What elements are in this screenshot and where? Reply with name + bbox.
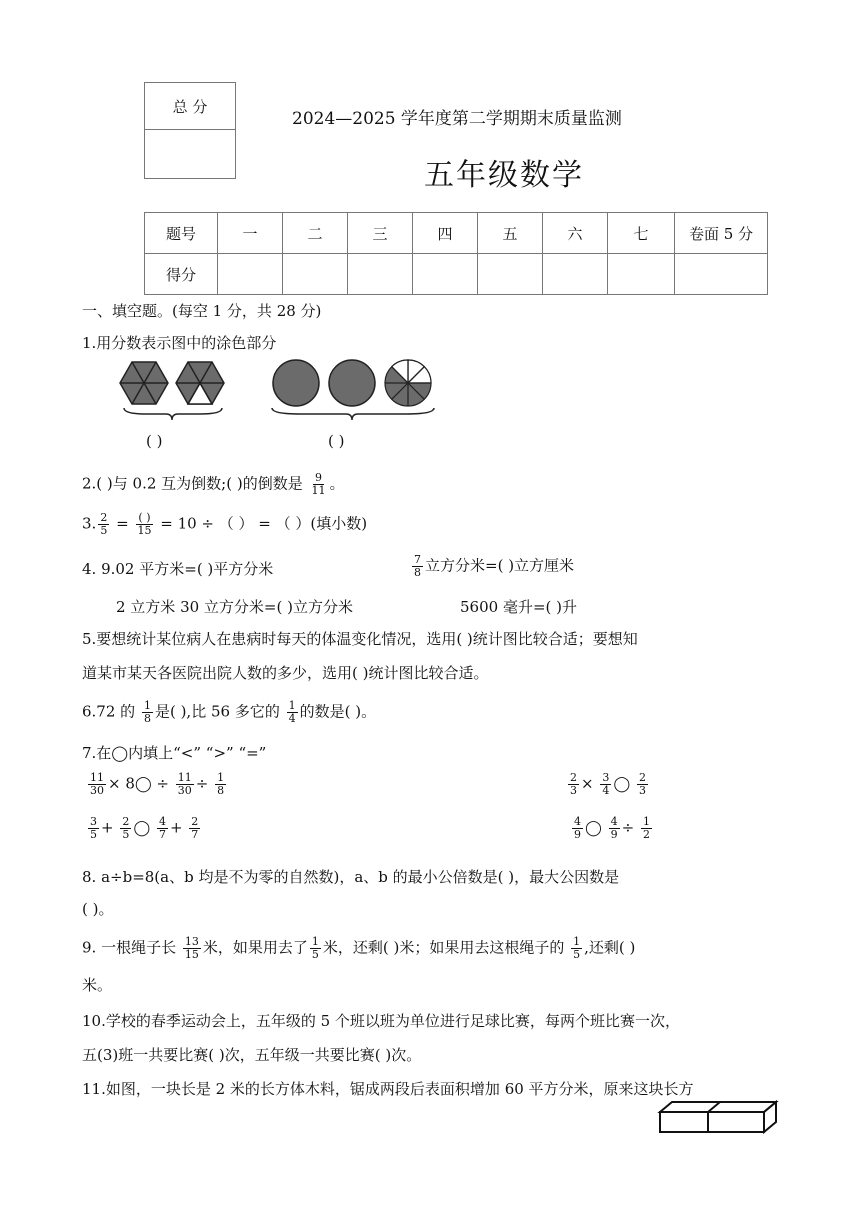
question-10-line2: 五(3)班一共要比赛( )次，五年级一共要比赛( )次。 [82,1046,422,1064]
q2-fraction: $\frac{9}{11}$ [311,471,326,497]
score-cell [675,254,768,295]
score-table-header: 四 [413,213,478,254]
question-9-line2: 米。 [82,976,113,994]
score-cell [283,254,348,295]
exam-title: 五年级数学 [424,158,584,193]
score-cell [348,254,413,295]
question-3: 3. $\frac{2}{5}$ = $\frac{( )}{15}$ = 10 ÷ （ ） = （ ）(填小数) [82,511,368,537]
q7-expression-3: $\frac{3}{5}$ + $\frac{2}{5}$ ◯ $\frac{4}{7}$ + $\frac{2}{7}$ [90,815,199,841]
question-4d: 5600 毫升=( )升 [460,598,577,616]
question-11-line1: 11.如图，一块长是 2 米的长方体木料，锯成两段后表面积增加 60 平方分米，原来这块长方 [82,1080,694,1098]
score-table [144,212,768,295]
question-6: 6.72 的 $\frac{1}{8}$ 是( ),比 56 多它的 $\frac{1}{4}$ 的数是( )。 [82,699,377,725]
score-table-header: 卷面 5 分 [675,213,768,254]
question-4b: $\frac{7}{8}$ 立方分米=( )立方厘米 [414,553,575,579]
hexagon-figure-2 [176,362,224,404]
q7-expression-4: $\frac{4}{9}$ ◯ $\frac{4}{9}$ ÷ $\frac{1}{2}$ [574,815,650,841]
q3-fraction-1: $\frac{2}{5}$ [100,511,108,537]
question-8-line1: 8. a÷b=8(a、b 均是不为零的自然数)，a、b 的最小公倍数是( )，最大公因数是 [82,868,620,886]
brace-2 [272,408,434,420]
q7-expression-1: $\frac{11}{30}$ × 8◯ ÷ $\frac{11}{30}$ ÷ $\frac{1}{8}$ [90,771,225,797]
circle-full-1 [273,360,319,406]
question-7: 7.在◯内填上“<” “>” “=” [82,744,267,762]
question-1: 1.用分数表示图中的涂色部分 [82,334,277,352]
question-9: 9. 一根绳子长 $\frac{13}{15}$ 米，如果用去了 $\frac{1}{5}$ 米，还剩( )米；如果用去这根绳子的 $\frac{1}{5}$ ,还剩( ) [82,935,636,961]
question-10-line1: 10.学校的春季运动会上，五年级的 5 个班以班为单位进行足球比赛，每两个班比赛一次， [82,1012,680,1030]
score-table-header: 五 [478,213,543,254]
q1-figure [110,358,450,420]
question-2: 2.( )与 0.2 互为倒数;( )的倒数是 $\frac{9}{11}$ 。 [82,471,345,497]
q7-expression-2: $\frac{2}{3}$ × $\frac{3}{4}$ ◯ $\frac{2}{3}$ [570,771,646,797]
q1-answer-blank-b[interactable]: ( ) [328,432,345,450]
question-4c: 2 立方米 30 立方分米=( )立方分米 [116,598,353,616]
q6-fraction-1: $\frac{1}{8}$ [143,699,151,725]
score-table-header-row [145,213,768,254]
q9-fraction-3: $\frac{1}{5}$ [573,935,581,961]
question-8-line2: ( )。 [82,900,114,918]
q9-fraction-1: $\frac{13}{15}$ [184,935,199,961]
score-table-header: 七 [608,213,675,254]
exam-subtitle: 2024—2025 学年度第二学期期末质量监测 [292,109,622,129]
circle-full-2 [329,360,375,406]
total-score-cell [145,130,236,179]
score-cell [413,254,478,295]
q6-fraction-2: $\frac{1}{4}$ [288,699,296,725]
cuboid-figure [656,1098,784,1138]
score-table-header: 二 [283,213,348,254]
q9-fraction-2: $\frac{1}{5}$ [311,935,319,961]
q3-text: = 10 ÷ （ ） = （ ）(填小数) [160,514,368,533]
score-row-label: 得分 [145,254,218,295]
score-cell [478,254,543,295]
q4-fraction: $\frac{7}{8}$ [414,553,421,579]
score-cell [608,254,675,295]
section-heading: 一、填空题。(每空 1 分，共 28 分) [82,302,322,320]
question-5-line1: 5.要想统计某位病人在患病时每天的体温变化情况，选用( )统计图比较合适；要想知 [82,630,638,648]
circle-partial [385,360,431,406]
score-cell [218,254,283,295]
score-table-header: 三 [348,213,413,254]
score-table-score-row [145,254,768,295]
score-cell [543,254,608,295]
score-table-header: 题号 [145,213,218,254]
brace-1 [124,408,222,420]
hexagon-figure-1 [120,362,168,404]
total-score-box [144,82,236,179]
score-table-header: 六 [543,213,608,254]
score-table-header: 一 [218,213,283,254]
question-4a: 4. 9.02 平方米=( )平方分米 [82,560,274,578]
q1-answer-blank-a[interactable]: ( ) [146,432,163,450]
q2-text: 2.( )与 0.2 互为倒数;( )的倒数是 [82,474,303,493]
total-score-label: 总 分 [145,83,236,130]
question-5-line2: 道某市某天各医院出院人数的多少，选用( )统计图比较合适。 [82,664,489,682]
q3-fraction-2: $\frac{( )}{15}$ [137,511,152,537]
